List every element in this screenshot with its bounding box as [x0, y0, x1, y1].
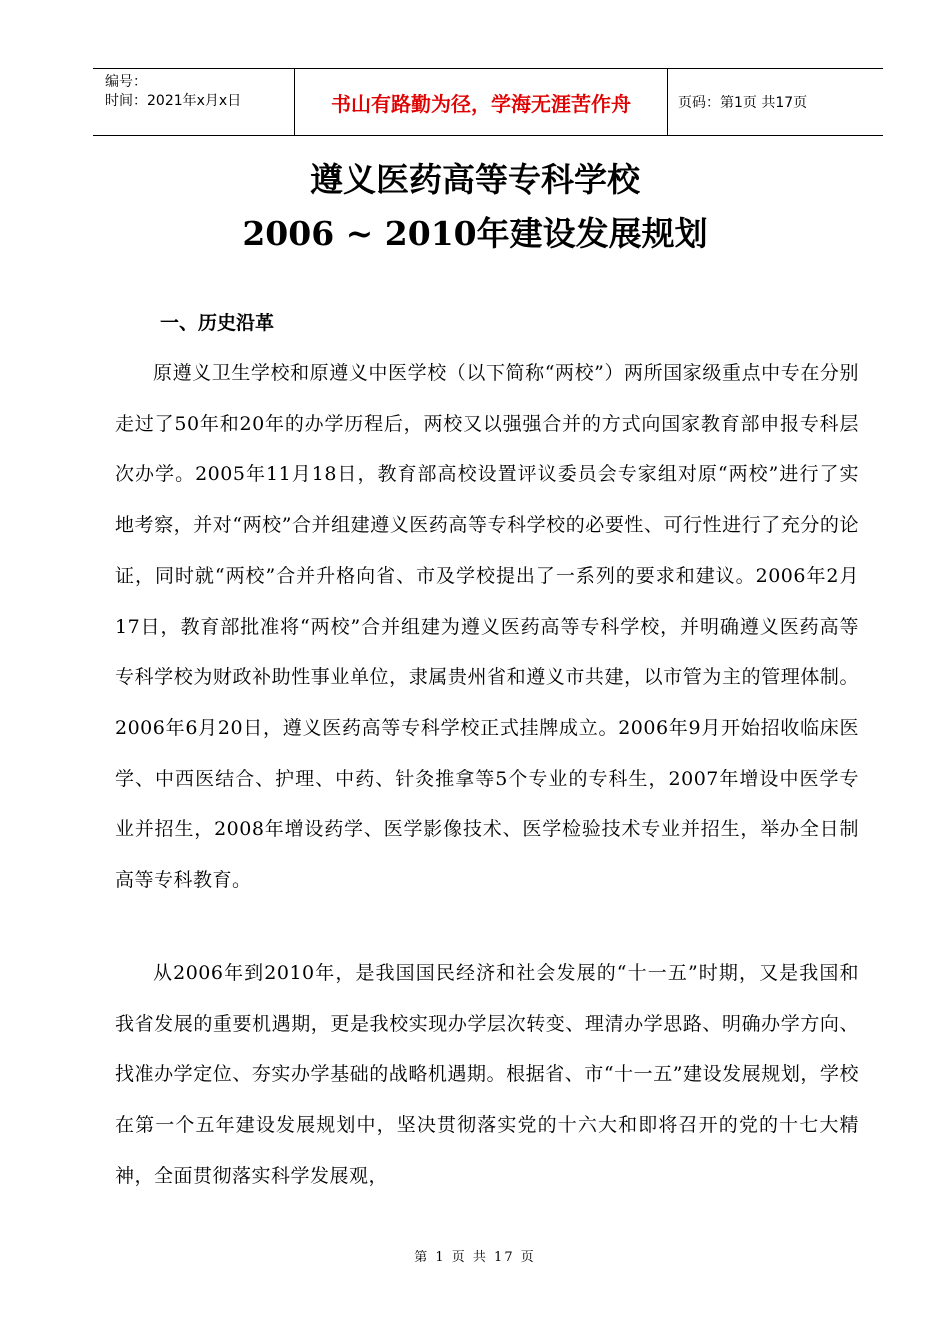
- document-subtitle: 2006 ~ 2010年建设发展规划: [242, 214, 708, 253]
- document-number-label: 编号：: [105, 74, 147, 90]
- header-meta: [105, 73, 295, 111]
- page-header: [93, 68, 883, 136]
- document-title: 遵义医药高等专科学校: [310, 160, 640, 199]
- header-motto: 书山有路勤为径，学海无涯苦作舟: [331, 91, 631, 116]
- header-page-info: 页码：第1页 共17页: [678, 95, 808, 111]
- section-heading: 一、历史沿革: [160, 312, 275, 334]
- page-footer: 第 1 页 共 17 页: [414, 1250, 536, 1265]
- document-date: 时间：2021年x月x日: [105, 93, 242, 109]
- body-paragraph: 从2006年到2010年，是我国国民经济和社会发展的“十一五”时期，又是我国和我省发展的重要机遇期，更是我校实现办学层次转变、理清办学思路、明确办学方向、找准办学定位、夯实办学基础的战略机遇期。根据省、市“十一五”建设发展规划，学校在第一个五年建设发展规划中，坚决贯彻落实党的十六大和即将召开的党的十七大精神，全面贯彻落实科学发展观，: [115, 962, 859, 1187]
- body-paragraph: 原遵义卫生学校和原遵义中医学校（以下简称“两校”）两所国家级重点中专在分别走过了50年和20年的办学历程后，两校又以强强合并的方式向国家教育部申报专科层次办学。2005年11月18日，教育部高校设置评议委员会专家组对原“两校”进行了实地考察，并对“两校”合并组建遵义医药高等专科学校的必要性、可行性进行了充分的论证，同时就“两校”合并升格向省、市及学校提出了一系列的要求和建议。2006年2月17日，教育部批准将“两校”合并组建为遵义医药高等专科学校，并明确遵义医药高等专科学校为财政补助性事业单位，隶属贵州省和遵义市共建，以市管为主的管理体制。2006年6月20日，遵义医药高等专科学校正式挂牌成立。2006年9月开始招收临床医学、中西医结合、护理、中药、针灸推拿等5个专业的专科生，2007年增设中医学专业并招生，2008年增设药学、医学影像技术、医学检验技术专业并招生，举办全日制高等专科教育。: [115, 362, 859, 892]
